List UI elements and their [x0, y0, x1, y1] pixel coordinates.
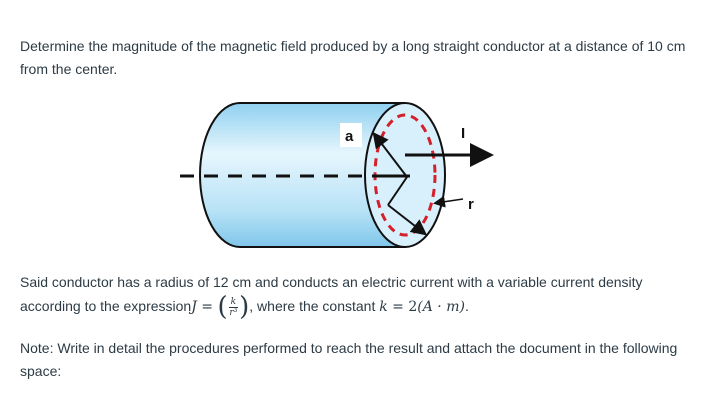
- problem-note: Note: Write in detail the procedures performed to reach the result and attach the document in the following space:: [20, 340, 678, 379]
- label-r: r: [468, 196, 474, 213]
- problem-description: Said conductor has a radius of 12 cm and conducts an electric current with a variable current density according to the expressionJ = ( $\frac{k}{\text{r³}}$ ) , where the constant k = 2(A · m).: [20, 274, 643, 322]
- fraction-numerator: k: [230, 296, 237, 307]
- label-current: I: [461, 125, 466, 142]
- description-before: Said conductor has a radius of 12 cm and conducts an electric current with a variable current density according to the expression: [20, 274, 643, 314]
- current-density-expression: J = ( $\frac{k}{\text{r³}}$ ): [191, 292, 250, 322]
- conductor-diagram: [180, 95, 500, 255]
- label-a: a: [345, 128, 354, 145]
- constant-expression: k = 2(A · m): [379, 299, 465, 315]
- problem-intro: Determine the magnitude of the magnetic field produced by a long straight conductor at a distance of 10 cm from the center.: [20, 38, 686, 77]
- description-middle: , where the constant: [249, 298, 376, 314]
- fraction-denominator: r³: [229, 307, 238, 318]
